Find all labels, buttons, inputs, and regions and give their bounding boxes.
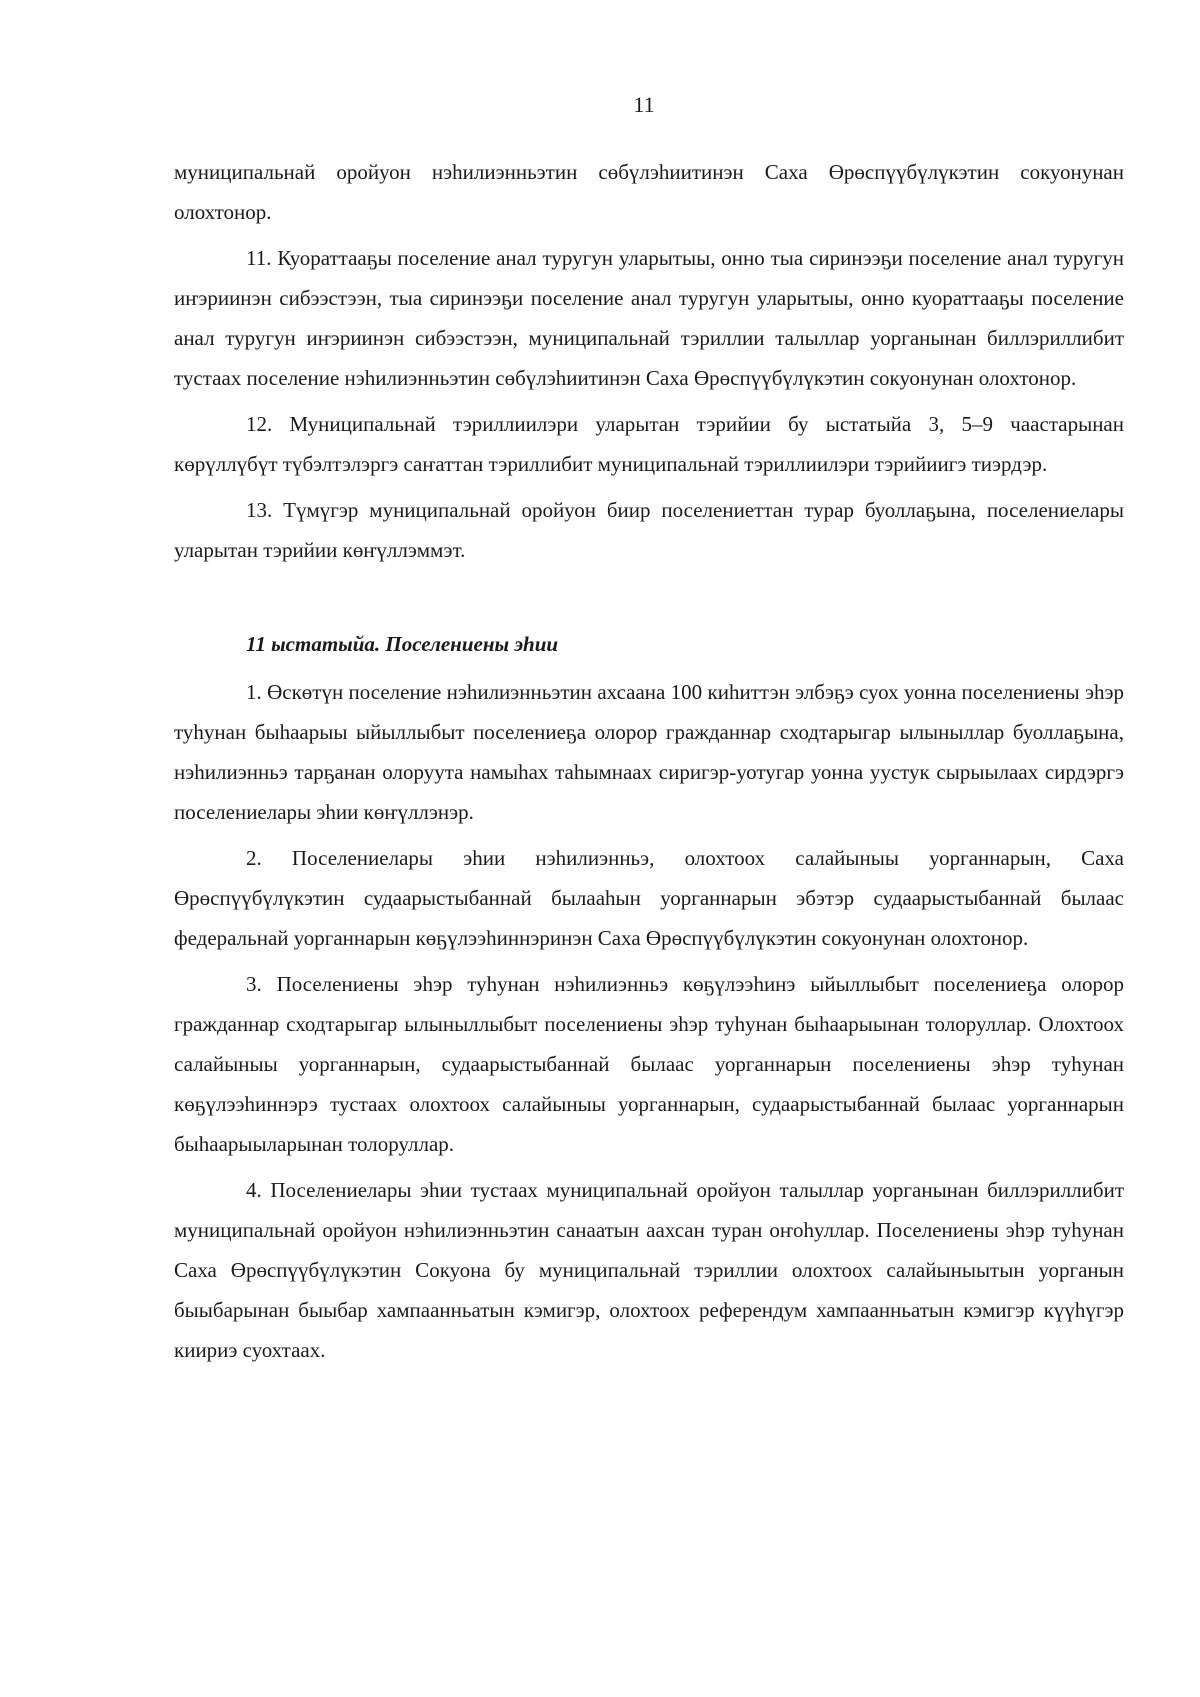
section-heading: 11 ыстатыйа. Поселениены эhии — [246, 632, 559, 656]
paragraph-item-1: 1. Өскөтүн поселение нэhилиэнньэтин ахсаана 100 киhиттэн элбэҕэ суох уонна поселениены эhэр туhунан быhаарыы ыйыллыбыт поселениеҕа олорор гражданнар сходтарыгар ылыныллар буоллаҕына, нэhилиэнньэ тарҕанан олоруута намыhах таhымнаах сиригэр-уотугар уонна уустук сырыылаах сирдэргэ поселениелары эhии көҥүллэнэр. — [174, 680, 1124, 824]
paragraph-continuation: муниципальнай оройуон нэhилиэнньэтин сөбүлэhиитинэн Саха Өрөспүүбүлүкэтин сокуонунан олохтонор. — [174, 160, 1124, 224]
document-body — [174, 152, 1124, 1370]
paragraph-item-3: 3. Поселениены эhэр туhунан нэhилиэнньэ көҕүлээhинэ ыйыллыбыт поселениеҕа олорор гражданнар сходтарыгар ылыныллыбыт поселениены эhэр туhунан быhаарыынан толоруллар. Олохтоох салайыныы уорганнарын, судаарыстыбаннай былаас уорганнарын поселениены эhэр туhунан көҕүлээhиннэрэ тустаах олохтоох салайыныы уорганнарын, судаарыстыбаннай былаас уорганнарын быhаарыыларынан толоруллар. — [174, 972, 1124, 1156]
paragraph-item-4: 4. Поселениелары эhии тустаах муниципальнай оройуон талыллар уорганынан биллэриллибит муниципальнай оройуон нэhилиэнньэтин санаатын аахсан туран оҥоhуллар. Поселениены эhэр туhунан Саха Өрөспүүбүлүкэтин Сокуона бу муниципальнай тэриллии олохтоох салайыныытын уорганын быыбарынан быыбар хампаанньатын кэмигэр, олохтоох референдум хампаанньатын кэмигэр күүhүгэр киириэ суохтаах. — [174, 1178, 1124, 1362]
paragraph-item-11: 11. Куораттааҕы поселение анал туругун уларытыы, онно тыа сиринээҕи поселение анал туругун иҥэриинэн сибээстээн, тыа сиринээҕи поселение анал туругун уларытыы, онно куораттааҕы поселение анал туругун иҥэриинэн сибээстээн, муниципальнай тэриллии талыллар уорганынан биллэриллибит тустаах поселение нэhилиэнньэтин сөбүлэhиитинэн Саха Өрөспүүбүлүкэтин сокуонунан олохтонор. — [174, 246, 1124, 390]
paragraph-item-13: 13. Түмүгэр муниципальнай оройуон биир поселениеттан турар буоллаҕына, поселениелары уларытан тэрийии көҥүллэммэт. — [174, 498, 1124, 562]
page-number: 11 — [633, 92, 655, 117]
paragraph-item-12: 12. Муниципальнай тэриллиилэри уларытан тэрийии бу ыстатыйа 3, 5–9 чаастарынан көрүллүбүт түбэлтэлэргэ саҥаттан тэриллибит муниципальнай тэриллиилэри тэрийиигэ тиэрдэр. — [174, 412, 1124, 476]
paragraph-item-2: 2. Поселениелары эhии нэhилиэнньэ, олохтоох салайыныы уорганнарын, Саха Өрөспүүбүлүкэтин судаарыстыбаннай былааhын уорганнарын эбэтэр судаарыстыбаннай былаас федеральнай уорганнарын көҕүлээhиннэринэн Саха Өрөспүүбүлүкэтин сокуонунан олохтонор. — [174, 846, 1124, 950]
